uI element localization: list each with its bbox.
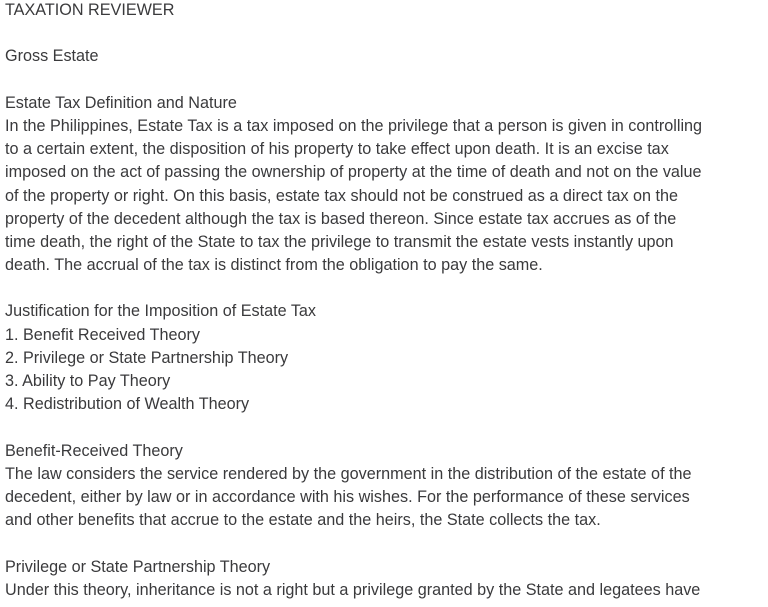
paragraph-line: death. The accrual of the tax is distinct from the obligation to pay the same. [5, 256, 543, 275]
justification-heading: Justification for the Imposition of Estate Tax [5, 302, 317, 321]
privilege-heading: Privilege or State Partnership Theory [5, 557, 271, 576]
spacer [5, 69, 763, 92]
list-item: 3. Ability to Pay Theory [5, 372, 171, 390]
paragraph-line: and other benefits that accrue to the estate and the heirs, the State collects the tax. [5, 511, 601, 530]
list-item: 2. Privilege or State Partnership Theory [5, 348, 289, 367]
paragraph-line: time death, the right of the State to tax the privilege to transmit the estate vests instantly upon [5, 232, 674, 251]
spacer [5, 416, 763, 439]
paragraph-line: property of the decedent although the tax is based thereon. Since estate tax accrues as of the [5, 209, 677, 228]
paragraph-line: to a certain extent, the disposition of his property to take effect upon death. It is an excise tax [5, 140, 669, 159]
list-item: 4. Redistribution of Wealth Theory [5, 395, 250, 414]
paragraph-line: of the property or right. On this basis, estate tax should not be construed as a direct tax on the [5, 186, 679, 205]
estate-tax-heading: Estate Tax Definition and Nature [5, 93, 237, 112]
section-title: Gross Estate [5, 47, 99, 66]
spacer [5, 22, 763, 45]
paragraph-line: The law considers the service rendered by the government in the distribution of the estate of the [5, 464, 692, 483]
document-title: TAXATION REVIEWER [5, 1, 175, 19]
paragraph-line: imposed on the act of passing the ownership of property at the time of death and not on the value [5, 163, 702, 182]
paragraph-line: In the Philippines, Estate Tax is a tax imposed on the privilege that a person is given in controlling [5, 116, 703, 135]
benefit-received-heading: Benefit-Received Theory [5, 441, 183, 460]
paragraph-line: decedent, either by law or in accordance with his wishes. For the performance of these services [5, 487, 690, 506]
spacer [5, 277, 763, 300]
paragraph-line: Under this theory, inheritance is not a right but a privilege granted by the State and legatees have [5, 580, 701, 599]
document-body [5, 0, 763, 602]
spacer [5, 532, 763, 555]
list-item: 1. Benefit Received Theory [5, 325, 200, 344]
